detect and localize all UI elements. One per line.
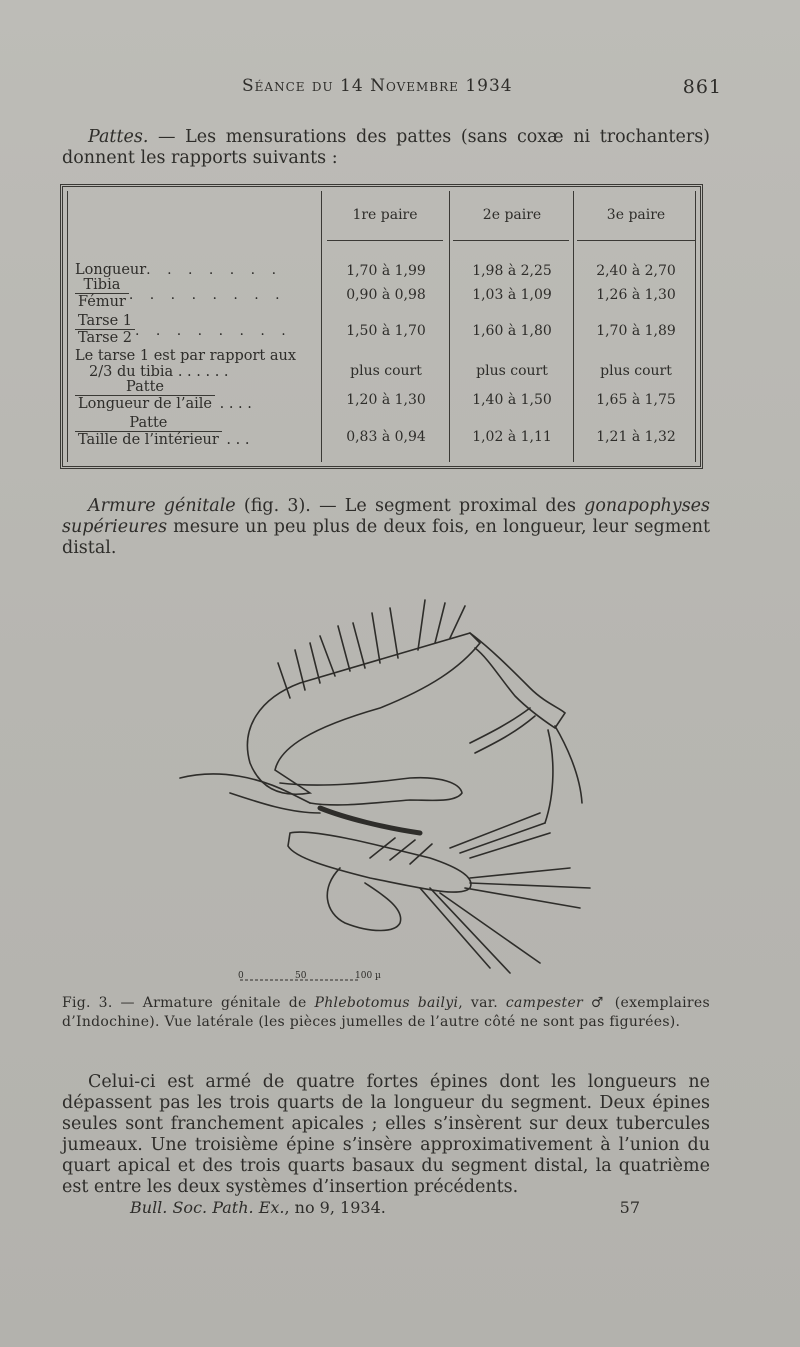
svg-text:100 µ: 100 µ: [355, 971, 381, 981]
table-cell: 1,03 à 1,09: [472, 287, 552, 303]
table-cell: plus court: [350, 363, 422, 379]
table-cell: 1,02 à 1,11: [472, 429, 552, 445]
col-divider: [573, 191, 574, 462]
table-cell: 1,21 à 1,32: [596, 429, 676, 445]
table-cell: 1,65 à 1,75: [596, 392, 676, 408]
svg-text:50: 50: [295, 971, 307, 981]
row-label-tarse: $\frac{\text{Tarse 1}}{\text{Tarse 2}}$ . . . . . . . .: [75, 313, 330, 346]
page-number: 861: [682, 76, 722, 98]
table-cell: 0,83 à 0,94: [346, 429, 426, 445]
table-cell: 1,60 à 1,80: [472, 323, 552, 339]
col-divider: [449, 191, 450, 462]
measurements-table: [60, 184, 703, 469]
table-cell: 1,70 à 1,89: [596, 323, 676, 339]
running-header: [62, 76, 722, 102]
journal-source: Bull. Soc. Path. Ex.: [130, 1198, 285, 1217]
row-label-longueur: Longueur . . . . . . .: [75, 262, 283, 278]
table-cell: 2,40 à 2,70: [596, 263, 676, 279]
armure-term: gonapophyses supérieures: [62, 496, 711, 537]
armure-lead: Armure génitale: [88, 496, 236, 516]
table-cell: 1,26 à 1,30: [596, 287, 676, 303]
table-cell: 0,90 à 0,98: [346, 287, 426, 303]
table-cell: 1,50 à 1,70: [346, 323, 426, 339]
armure-paragraph: Armure génitale (fig. 3). — Le segment proximal des gonapophyses supérieures mesure un peu plus de deux fois, en longueur, leur segment distal.: [62, 496, 711, 558]
row-label-tarse-tibia: Le tarse 1 est par rapport aux 2/3 du tibia . . . . . .: [75, 348, 297, 380]
table-cell: 1,20 à 1,30: [346, 392, 426, 408]
table-cell: plus court: [600, 363, 672, 379]
row-label-patte-aile: $\frac{\text{Patte}}{\text{Longueur de l’aile}}$ . . . .: [75, 379, 330, 412]
genitalia-figure: [170, 588, 630, 988]
row-label-tibia-femur: $\frac{\text{Tibia}}{\text{Fémur}}$ . . . . . . . .: [75, 277, 330, 310]
col-header-1: 1re paire: [352, 207, 418, 223]
running-title: Séance du 14 Novembre 1934: [242, 76, 513, 96]
table-cell: plus court: [476, 363, 548, 379]
figure-caption: Fig. 3. — Armature génitale de Phlebotomus bailyi, var. campester ♂ (exemplaires d’Indochine). Vue latérale (les pièces jumelles de l’autre côté ne sont pas figurées).: [62, 995, 710, 1030]
intro-lead: Pattes.: [88, 127, 149, 147]
sheet-number: 57: [619, 1198, 640, 1217]
footer: Bull. Soc. Path. Ex., no 9, 1934. 57: [130, 1198, 640, 1217]
body-paragraph: Celui-ci est armé de quatre fortes épines dont les longueurs ne dépassent pas les trois quarts de la longueur du segment. Deux épines seules sont franchement apicales ; elles s’insèrent sur deux tubercules jumeaux. Une troisième épine s’insère approximativement à l’union du quart apical et des trois quarts basaux du segment distal, la quatrième est entre les deux systèmes d’insertion précédents.: [62, 1072, 710, 1197]
row-label-patte-taille: $\frac{\text{Patte}}{\text{Taille de l’intérieur}}$ . . .: [75, 415, 330, 448]
scale-bar: [238, 971, 381, 981]
table-cell: 1,70 à 1,99: [346, 263, 426, 279]
intro-text: — Les mensurations des pattes (sans coxæ ni trochanters) donnent les rapports suivants :: [62, 127, 710, 168]
intro-paragraph: [62, 127, 710, 169]
col-header-3: 3e paire: [606, 207, 666, 223]
table-cell: 1,98 à 2,25: [472, 263, 552, 279]
svg-text:0: 0: [238, 971, 244, 981]
col-header-2: 2e paire: [482, 207, 542, 223]
table-cell: 1,40 à 1,50: [472, 392, 552, 408]
